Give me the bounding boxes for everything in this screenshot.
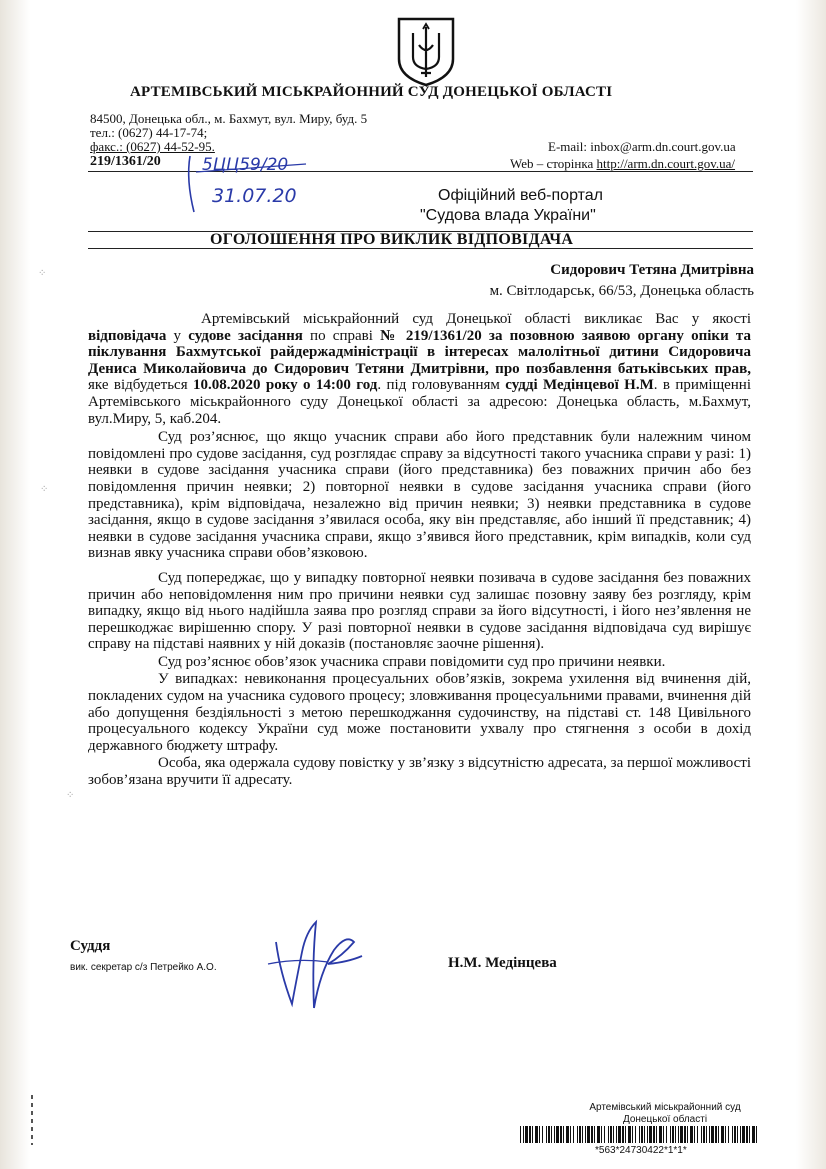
court-phone: тел.: (0627) 44-17-74; <box>90 125 208 140</box>
margin-binding-holes <box>31 1095 33 1145</box>
stamp-court-line2: Донецької області <box>622 1114 708 1125</box>
addressee-block <box>420 186 603 226</box>
court-address: 84500, Донецька обл., м. Бахмут, вул. Миру, буд. 5 <box>90 111 368 126</box>
paragraph-delivery: Особа, яка одержала судову повістку у зв’язку з відсутністю адресата, за першої можливості зобов’язана вручити її адресату. <box>88 755 751 789</box>
p1-role: відповідача <box>88 327 167 344</box>
p1-judge: судді Медінцевої Н.М <box>505 377 654 394</box>
web-prefix: Web – сторінка <box>510 156 597 171</box>
p1-case-details: № 219/1361/20 за позовною заявою органу опіки та піклування Бахмутської райдержадміністрації в інтересах малолітньої дитини Сидоровича Дениса Миколайовича до Сидорович Тетяни Дмитрівни, про позбавлення батьківських прав, <box>88 327 751 377</box>
p1-hearing: судове засідання <box>188 327 303 344</box>
p1-text: яке відбудеться <box>88 377 193 394</box>
barcode-text: *563*24730422*1*1* <box>595 1145 687 1156</box>
p1-text: у <box>166 327 189 344</box>
paragraph-fine: У випадках: невиконання процесуальних обов’язків, зокрема ухилення від вчинення дій, покладених судом на учасника судового процесу; зловживання процесуальними правами, вчинення дій або допущення бездіяльності з метою перешкоджання судочинству, на підставі ст. 148 Цивільного процесуального кодексу України суд може постановити ухвалу про стягнення з особи в дохід державного бюджету штрафу. <box>88 671 751 754</box>
margin-mark: ⁘ <box>38 268 47 279</box>
case-number: 219/1361/20 <box>90 154 161 169</box>
judge-name: Н.М. Медінцева <box>448 955 557 971</box>
handwritten-registration-mark <box>182 150 312 220</box>
judge-label: Суддя <box>70 938 111 954</box>
web-url: http://arm.dn.court.gov.ua/ <box>596 156 736 171</box>
secretary-name: вик. секретар с/з Петрейко А.О. <box>70 962 217 973</box>
recipient-address: м. Світлодарськ, 66/53, Донецька область <box>489 283 754 299</box>
p1-text: Артемівський міськрайонний суд Донецької області викликає Вас у якості <box>201 311 751 327</box>
court-email: E-mail: inbox@arm.dn.court.gov.ua <box>548 139 736 154</box>
p1-text: . під головуванням <box>377 377 506 394</box>
paragraph-duty: Суд роз’яснює обов’язок учасника справи повідомити суд про причини неявки. <box>158 653 666 670</box>
barcode <box>520 1126 760 1143</box>
handwritten-number: 5ЦЦ59/20 <box>202 155 289 175</box>
court-title: АРТЕМІВСЬКИЙ МІСЬКРАЙОННИЙ СУД ДОНЕЦЬКОЇ ОБЛАСТІ <box>130 84 613 100</box>
notice-body <box>88 311 751 789</box>
notice-title: ОГОЛОШЕННЯ ПРО ВИКЛИК ВІДПОВІДАЧА <box>210 231 574 248</box>
recipient-name: Сидорович Тетяна Дмитрівна <box>550 262 754 278</box>
margin-mark: ⁘ <box>40 484 49 495</box>
judge-signature <box>258 912 378 1022</box>
p1-location: . в приміщенні Артемівського міськрайонного суду Донецької області за адресою: Донецька область, м.Бахмут, вул.Миру, 5, каб.204. <box>88 377 751 427</box>
paragraph-summons <box>88 311 751 427</box>
margin-mark: ⁘ <box>66 790 75 801</box>
paragraph-absence-rules: Суд роз’яснює, що якщо учасник справи або його представник були належним чином повідомлені про судове засідання, суд розглядає справу за відсутності такого учасника справи у разі: 1) неявки в судове засідання учасника справи (його представника) без поважних причин або без повідомлення причин неявки; 2) повторної неявки в судове засідання учасника справи (його представника), крім відповідача, незалежно від причин неявки; 3) неявки представника в судове засідання, якщо в судове засідання з’явилася особа, яку він представляє, або інший її представник; 4) неявки в судове засідання учасника справи, якщо з’явився його представник, крім випадків, коли суд визнав явку учасника справи обов’язковою. <box>88 429 751 562</box>
title-rule-bottom <box>88 248 753 249</box>
registry-stamp <box>565 1102 765 1126</box>
addressee-line1: Офіційний веб-портал <box>438 187 603 204</box>
handwritten-date: 31.07.20 <box>212 185 297 207</box>
paragraph-warning: Суд попереджає, що у випадку повторної неявки позивача в судове засідання без поважних причин або неповідомлення ним про причини неявки суд залишає позовну заяву без розгляду, крім випадку, якщо від нього надійшла заява про розгляд справи за його відсутності, і його нез’явлення не перешкоджає вирішенню спору. У разі повторної неявки в судове засідання відповідача суд вирішує справу на підставі наявних у ній доказів (постановляє заочне рішення). <box>88 569 751 653</box>
p1-hearing-datetime: 10.08.2020 року о 14:00 год <box>192 377 378 394</box>
p1-text: по справі <box>302 327 381 344</box>
stamp-court-line1: Артемівський міськрайонний суд <box>589 1102 741 1113</box>
court-fax: факс.: (0627) 44-52-95. <box>90 139 215 154</box>
trident-emblem-icon <box>393 15 459 87</box>
addressee-line2: "Судова влада України" <box>420 207 596 224</box>
court-website <box>510 156 735 172</box>
